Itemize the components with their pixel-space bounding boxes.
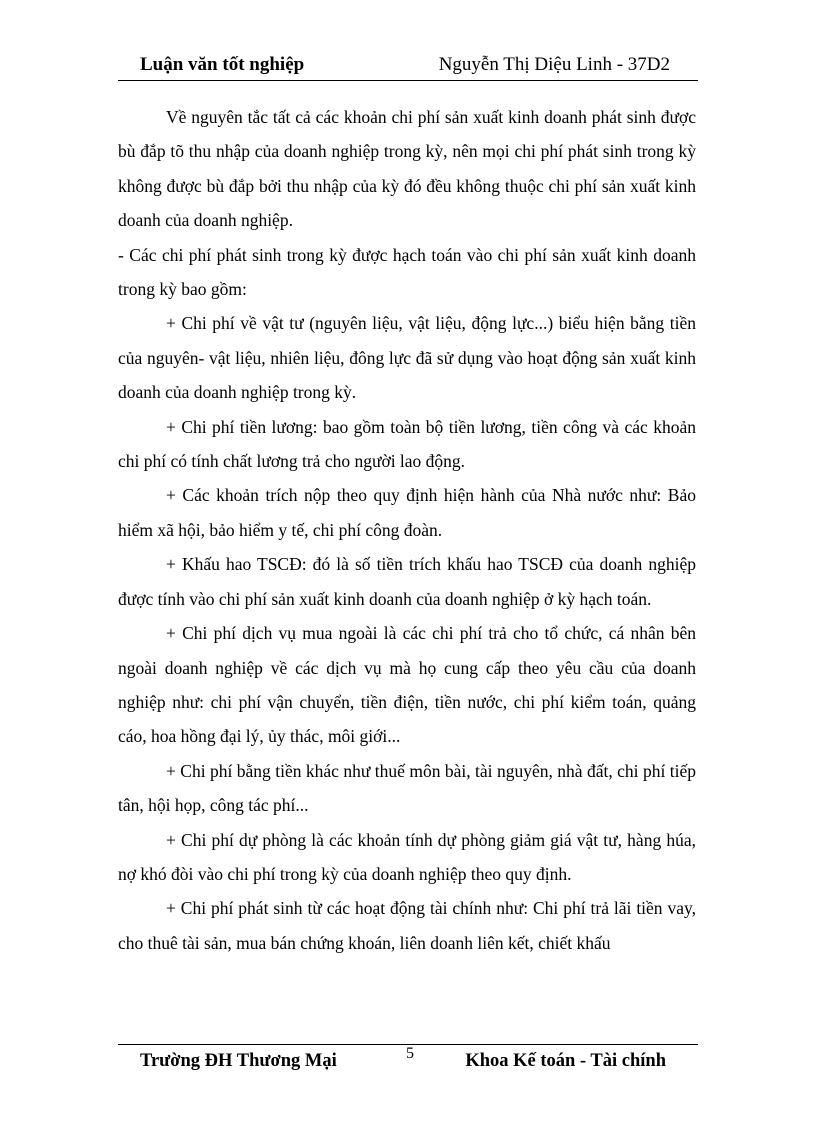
paragraph: + Chi phí về vật tư (nguyên liệu, vật liệu, động lực...) biểu hiện bằng tiền của nguyên- vật liệu, nhiên liệu, đông lực đã sử dụng vào hoạt động sản xuất kinh doanh của doanh nghiệp trong kỳ.	[118, 313, 696, 403]
author-name: Nguyễn Thị Diệu Linh - 37D2	[438, 54, 670, 75]
department-name: Khoa Kế toán - Tài chính	[465, 1051, 666, 1071]
paragraph: + Chi phí phát sinh từ các hoạt động tài chính như: Chi phí trả lãi tiền vay, cho thuê tài sản, mua bán chứng khoán, liên doanh liên kết, chiết khấu	[118, 898, 696, 953]
document-title: Luận văn tốt nghiệp	[140, 54, 305, 75]
paragraph: + Các khoản trích nộp theo quy định hiện hành của Nhà nước như: Bảo hiểm xã hội, bảo hiểm y tế, chi phí công đoàn.	[118, 485, 696, 540]
paragraph: - Các chi phí phát sinh trong kỳ được hạch toán vào chi phí sản xuất kinh doanh trong kỳ bao gồm:	[118, 244, 696, 300]
page-number: 5	[406, 1045, 414, 1062]
paragraph: + Chi phí tiền lương: bao gồm toàn bộ tiền lương, tiền công và các khoản chi phí có tính chất lương trả cho người lao động.	[118, 416, 696, 472]
paragraph: Về nguyên tắc tất cả các khoản chi phí sản xuất kinh doanh phát sinh được bù đắp tõ thu nhập của doanh nghiệp trong kỳ, nên mọi chi phí phát sinh trong kỳ không được bù đắp bởi thu nhập của kỳ đó đều không thuộc chi phí sản xuất kinh doanh của doanh nghiệp.	[118, 107, 696, 231]
page-footer	[118, 1044, 698, 1085]
page-header	[118, 52, 698, 81]
paragraph: + Khấu hao TSCĐ: đó là số tiền trích khấu hao TSCĐ của doanh nghiệp được tính vào chi phí sản xuất kinh doanh của doanh nghiệp ở kỳ hạch toán.	[118, 554, 696, 609]
paragraph: + Chi phí bằng tiền khác như thuế môn bài, tài nguyên, nhà đất, chi phí tiếp tân, hội họp, công tác phí...	[118, 760, 696, 816]
paragraph: + Chi phí dịch vụ mua ngoài là các chi phí trả cho tổ chức, cá nhân bên ngoài doanh nghiệp về các dịch vụ mà họ cung cấp theo yêu cầu của doanh nghiệp như: chi phí vận chuyển, tiền điện, tiền nước, chi phí kiểm toán, quảng cáo, hoa hồng đại lý, ủy thác, môi giới...	[118, 623, 696, 747]
body-text	[118, 100, 696, 960]
paragraph: + Chi phí dự phòng là các khoản tính dự phòng giảm giá vật tư, hàng húa, nợ khó đòi vào chi phí trong kỳ của doanh nghiệp theo quy định.	[118, 829, 696, 884]
school-name: Trường ĐH Thương Mại	[140, 1051, 337, 1071]
